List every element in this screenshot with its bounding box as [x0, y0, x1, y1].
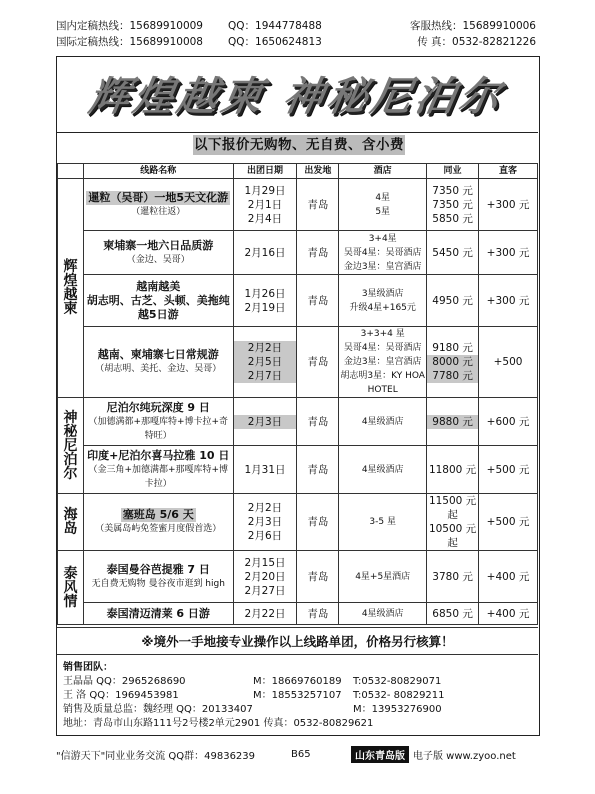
fax: 传 真：0532-82821226 — [417, 36, 536, 48]
route-name: 暹粒（吴哥）一地5天文化游 （暹粒往返） — [83, 179, 233, 231]
contact-row: 王晶晶 QQ：2965268690 M：18669760189 T:0532-80829071 — [63, 676, 442, 687]
route-hotel: 4星级酒店 — [339, 603, 427, 625]
col-trade-price: 同业 — [427, 164, 479, 179]
route-hotel: 3+4星 吴哥4星：吴哥酒店 金边3星：皇宫酒店 — [339, 231, 427, 275]
route-dates: 1月31日 — [233, 446, 297, 494]
header-info — [56, 18, 536, 50]
table-row — [58, 327, 538, 398]
table-row — [58, 494, 538, 551]
route-dates: 1月26日 2月19日 — [233, 275, 297, 327]
group-label-islands: 海 岛 — [58, 494, 84, 551]
route-direct-price: +600 元 — [479, 398, 538, 446]
route-origin: 青岛 — [297, 494, 339, 551]
route-name: 越南、柬埔寨七日常规游 （胡志明、美托、金边、吴哥） — [83, 327, 233, 398]
route-name: 柬埔寨一地六日品质游 （金边、吴哥） — [83, 231, 233, 275]
route-direct-price: +300 元 — [479, 275, 538, 327]
notice: ※境外一手地接专业操作以上线路单团，价格另行核算！ — [57, 627, 538, 655]
route-origin: 青岛 — [297, 398, 339, 446]
route-dates: 2月16日 — [233, 231, 297, 275]
route-name: 越南越美 胡志明、古芝、头顿、美拖纯 越5日游 — [83, 275, 233, 327]
col-origin: 出发地 — [297, 164, 339, 179]
route-dates: 2月2日 2月5日 2月7日 — [233, 327, 297, 398]
footer — [56, 746, 540, 763]
table-row — [58, 398, 538, 446]
table-header — [58, 164, 538, 179]
edition-badge: 山东青岛版 — [351, 746, 409, 763]
intl-qq: QQ：1650624813 — [228, 36, 322, 48]
route-trade-price: 9180 元 8000 元 7780 元 — [427, 327, 479, 398]
banner-subtitle: 以下报价无购物、无自费、含小费 — [194, 137, 404, 153]
route-hotel: 3星级酒店 升级4星+165元 — [339, 275, 427, 327]
routes-table — [57, 163, 538, 625]
contact-row: 销售及质量总监：魏经理 QQ：20133407 M：13953276900 — [63, 704, 442, 715]
route-origin: 青岛 — [297, 327, 339, 398]
group-label-thailand: 泰 风 情 — [58, 551, 84, 625]
route-hotel: 4星级酒店 — [339, 446, 427, 494]
route-trade-price: 11800 元 — [427, 446, 479, 494]
route-direct-price: +500 — [479, 327, 538, 398]
service-hotline: 客服热线：15689910006 — [410, 20, 536, 32]
page-number: B65 — [291, 749, 311, 760]
contacts — [63, 661, 533, 731]
route-direct-price: +500 元 — [479, 494, 538, 551]
route-name: 尼泊尔纯玩深度 9 日 （加德满都+那嘎库特+博卡拉+奇 特旺） — [83, 398, 233, 446]
domestic-qq: QQ：1944778488 — [228, 20, 322, 32]
contacts-title: 销售团队： — [63, 662, 113, 673]
col-route-name: 线路名称 — [83, 164, 233, 179]
route-dates: 1月29日 2月1日 2月4日 — [233, 179, 297, 231]
table-row — [58, 551, 538, 603]
contact-address: 地址：青岛市山东路111号2号楼2单元2901 传真：0532-80829621 — [63, 718, 374, 729]
route-trade-price: 11500 元起 10500 元起 — [427, 494, 479, 551]
footer-website: 电子版 www.zyoo.net — [413, 751, 516, 762]
col-hotel: 酒店 — [339, 164, 427, 179]
route-hotel: 4星 5星 — [339, 179, 427, 231]
route-hotel: 4星+5星酒店 — [339, 551, 427, 603]
route-origin: 青岛 — [297, 603, 339, 625]
route-trade-price: 9880 元 — [427, 398, 479, 446]
route-name: 泰国清迈清莱 6 日游 — [83, 603, 233, 625]
route-name: 印度+尼泊尔喜马拉雅 10 日 （金三角+加德满都+那嘎库特+博 卡拉） — [83, 446, 233, 494]
route-dates: 2月15日 2月20日 2月27日 — [233, 551, 297, 603]
group-label-nepal: 神 秘 尼 泊 尔 — [58, 398, 84, 494]
table-row — [58, 603, 538, 625]
route-hotel: 3+3+4 星 吴哥4星：吴哥酒店 金边3星：皇宫酒店 胡志明3星：KY HOA HOTEL — [339, 327, 427, 398]
route-direct-price: +500 元 — [479, 446, 538, 494]
route-origin: 青岛 — [297, 551, 339, 603]
table-row — [58, 179, 538, 231]
route-origin: 青岛 — [297, 275, 339, 327]
route-direct-price: +400 元 — [479, 603, 538, 625]
banner-title: 辉煌越柬 神秘尼泊尔 — [85, 73, 508, 120]
route-hotel: 3-5 星 — [339, 494, 427, 551]
banner — [57, 57, 538, 133]
route-direct-price: +400 元 — [479, 551, 538, 603]
route-direct-price: +300 元 — [479, 231, 538, 275]
table-row — [58, 231, 538, 275]
col-direct-price: 直客 — [479, 164, 538, 179]
route-direct-price: +300 元 — [479, 179, 538, 231]
route-origin: 青岛 — [297, 446, 339, 494]
contact-row: 王 洛 QQ：1969453981 M：18553257107 T:0532- 80829211 — [63, 690, 445, 701]
route-dates: 2月3日 — [233, 398, 297, 446]
route-dates: 2月2日 2月3日 2月6日 — [233, 494, 297, 551]
route-origin: 青岛 — [297, 231, 339, 275]
ad-frame — [56, 56, 540, 736]
intl-hotline: 国际定稿热线：15689910008 — [56, 36, 203, 48]
route-hotel: 4星级酒店 — [339, 398, 427, 446]
route-trade-price: 4950 元 — [427, 275, 479, 327]
footer-qq-group: "信游天下"同业业务交流 QQ群：49836239 — [56, 751, 256, 762]
route-trade-price: 3780 元 — [427, 551, 479, 603]
route-trade-price: 5450 元 — [427, 231, 479, 275]
route-origin: 青岛 — [297, 179, 339, 231]
route-trade-price: 7350 元 7350 元 5850 元 — [427, 179, 479, 231]
route-name: 泰国曼谷芭提雅 7 日 无自费无购物 曼谷夜市逛到 high — [83, 551, 233, 603]
domestic-hotline: 国内定稿热线：15689910009 — [56, 20, 203, 32]
table-row — [58, 446, 538, 494]
route-trade-price: 6850 元 — [427, 603, 479, 625]
route-name: 塞班岛 5/6 天 （美属岛屿免签蜜月度假首选） — [83, 494, 233, 551]
route-dates: 2月22日 — [233, 603, 297, 625]
col-dates: 出团日期 — [233, 164, 297, 179]
table-row — [58, 275, 538, 327]
group-label-vietnam-cambodia: 辉 煌 越 柬 — [58, 179, 84, 398]
